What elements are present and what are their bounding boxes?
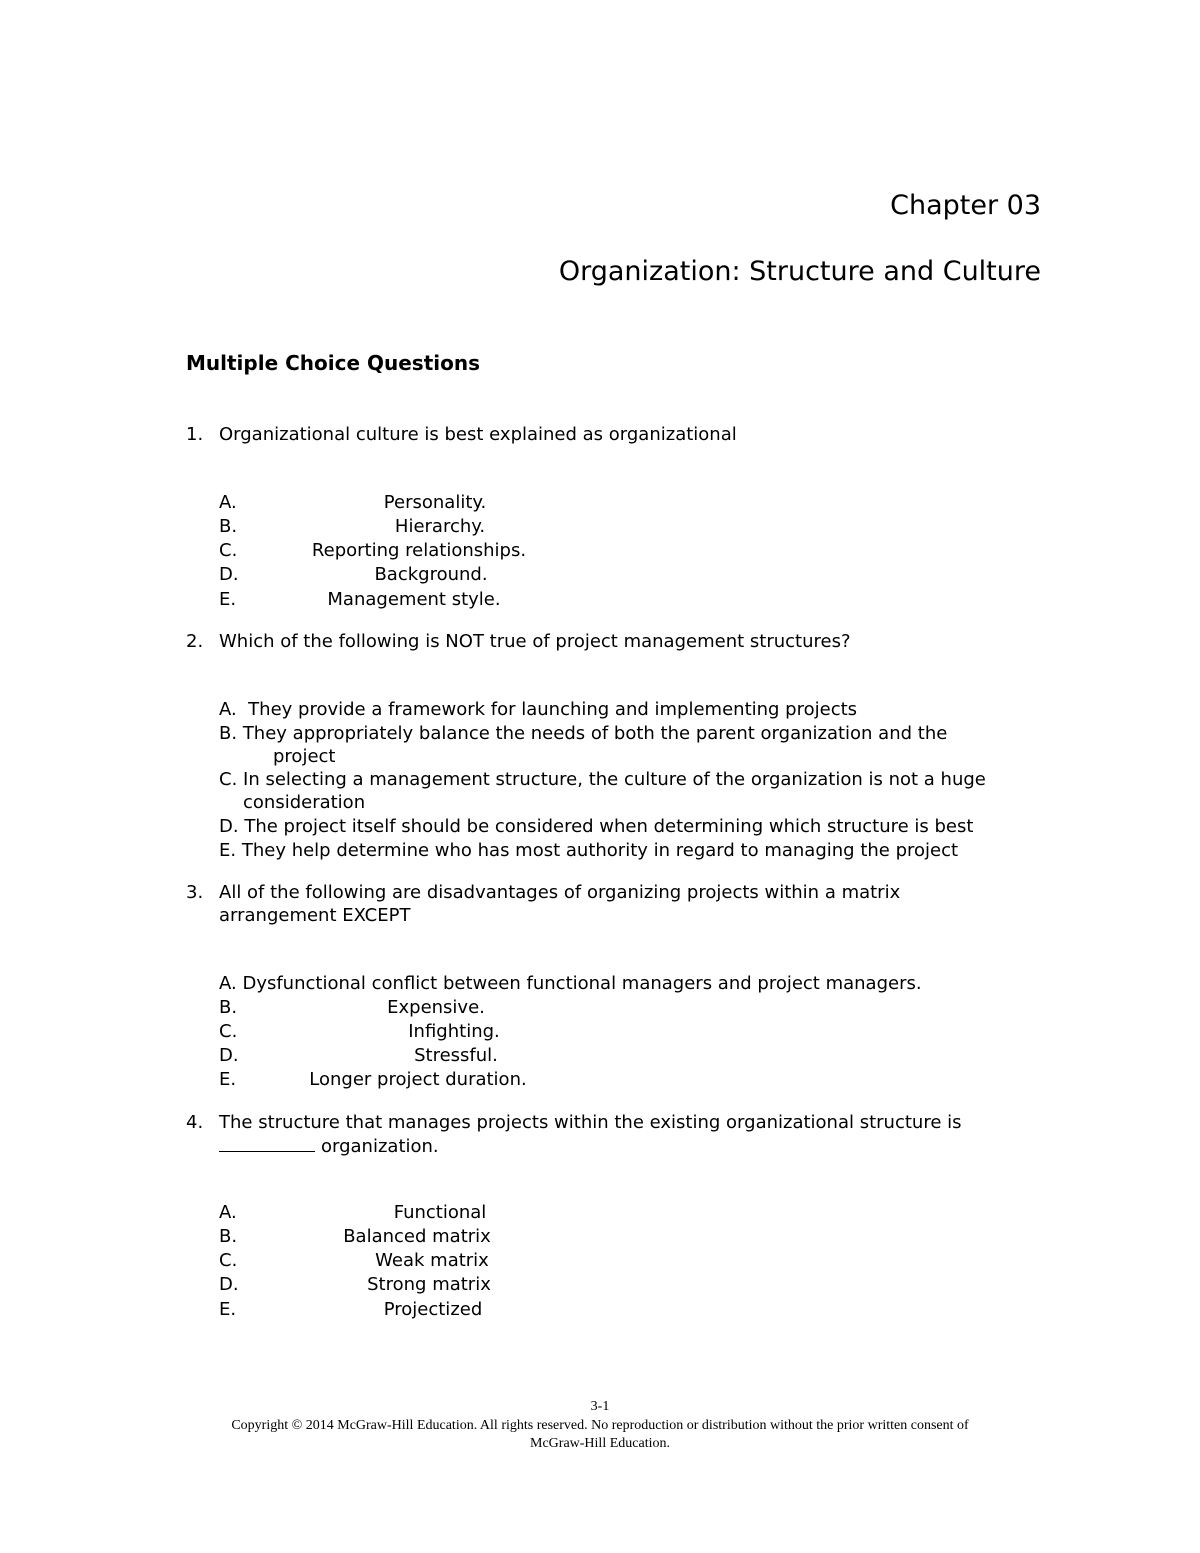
question-number: 3. <box>186 882 204 903</box>
option-letter: D. <box>219 564 239 585</box>
option-letter: A. <box>219 973 237 994</box>
option-text: Personality. <box>383 492 487 513</box>
option-letter: D. <box>219 1274 239 1295</box>
option-e <box>219 839 1039 862</box>
section-heading: Multiple Choice Questions <box>186 351 481 375</box>
question-2 <box>186 630 1016 653</box>
option-text: They help determine who has most authority in regard to managing the project <box>241 840 959 861</box>
option-text: Longer project duration. <box>309 1069 527 1090</box>
option-letter: C. <box>219 769 238 790</box>
option-text: Reporting relationships. <box>311 540 527 561</box>
option-text: They provide a framework for launching and implementing projects <box>248 699 858 720</box>
option-letter: B. <box>219 723 238 744</box>
option-text: Infighting. <box>408 1021 500 1042</box>
option-letter: B. <box>219 1226 238 1247</box>
chapter-title: Organization: Structure and Culture <box>558 256 1041 287</box>
option-d <box>219 815 1039 838</box>
question-stem: Which of the following is NOT true of project management structures? <box>219 631 851 652</box>
option-letter: B. <box>219 997 238 1018</box>
option-text: Management style. <box>327 589 501 610</box>
option-letter: E. <box>219 1069 237 1090</box>
option-text: They appropriately balance the needs of both the parent organization and the <box>242 723 948 744</box>
option-a <box>219 972 1039 995</box>
option-text: Functional <box>393 1202 487 1223</box>
question-number: 1. <box>186 424 204 445</box>
chapter-number: Chapter 03 <box>890 190 1041 221</box>
option-letter: E. <box>219 840 237 861</box>
option-letter: E. <box>219 1299 237 1320</box>
option-text: Balanced matrix <box>343 1226 491 1247</box>
option-letter: E. <box>219 589 237 610</box>
option-letter: B. <box>219 516 238 537</box>
copyright-line-1: Copyright © 2014 McGraw-Hill Education. All rights reserved. No reproduction or distribution without the prior written consent of <box>231 1418 969 1433</box>
question-number: 4. <box>186 1112 204 1133</box>
option-text: Background. <box>374 564 488 585</box>
option-c <box>219 768 1039 814</box>
question-stem-line: organization. <box>321 1136 439 1157</box>
question-stem: Organizational culture is best explained as organizational <box>219 424 737 445</box>
option-text-continued: consideration <box>243 792 366 813</box>
option-a <box>219 698 1039 721</box>
question-stem: All of the following are disadvantages of organizing projects within a matrix arrangement EXCEPT <box>219 882 901 926</box>
option-text: In selecting a management structure, the culture of the organization is not a huge <box>243 769 986 790</box>
option-text: Dysfunctional conflict between functional managers and project managers. <box>242 973 922 994</box>
option-text: Projectized <box>383 1299 483 1320</box>
question-stem-line: The structure that manages projects within the existing organizational structure is <box>219 1112 962 1133</box>
question-4 <box>186 1111 1016 1158</box>
option-text: Hierarchy. <box>394 516 486 537</box>
option-text: Weak matrix <box>375 1250 489 1271</box>
option-letter: C. <box>219 540 238 561</box>
option-letter: C. <box>219 1250 238 1271</box>
question-number: 2. <box>186 631 204 652</box>
option-letter: A. <box>219 699 237 720</box>
option-text: Strong matrix <box>367 1274 491 1295</box>
option-b <box>219 722 1039 768</box>
option-text: Expensive. <box>387 997 485 1018</box>
option-text: The project itself should be considered when determining which structure is best <box>244 816 974 837</box>
option-letter: D. <box>219 1045 239 1066</box>
question-3 <box>186 881 946 927</box>
page-number: 3-1 <box>590 1399 610 1414</box>
option-text-continued: project <box>273 746 336 767</box>
option-letter: A. <box>219 1202 237 1223</box>
question-1 <box>186 423 1016 446</box>
option-letter: A. <box>219 492 237 513</box>
option-letter: C. <box>219 1021 238 1042</box>
copyright-line-2: McGraw-Hill Education. <box>530 1436 670 1451</box>
option-letter: D. <box>219 816 239 837</box>
question-stem <box>219 1111 1016 1158</box>
fill-in-blank <box>219 1134 315 1152</box>
option-text: Stressful. <box>414 1045 498 1066</box>
